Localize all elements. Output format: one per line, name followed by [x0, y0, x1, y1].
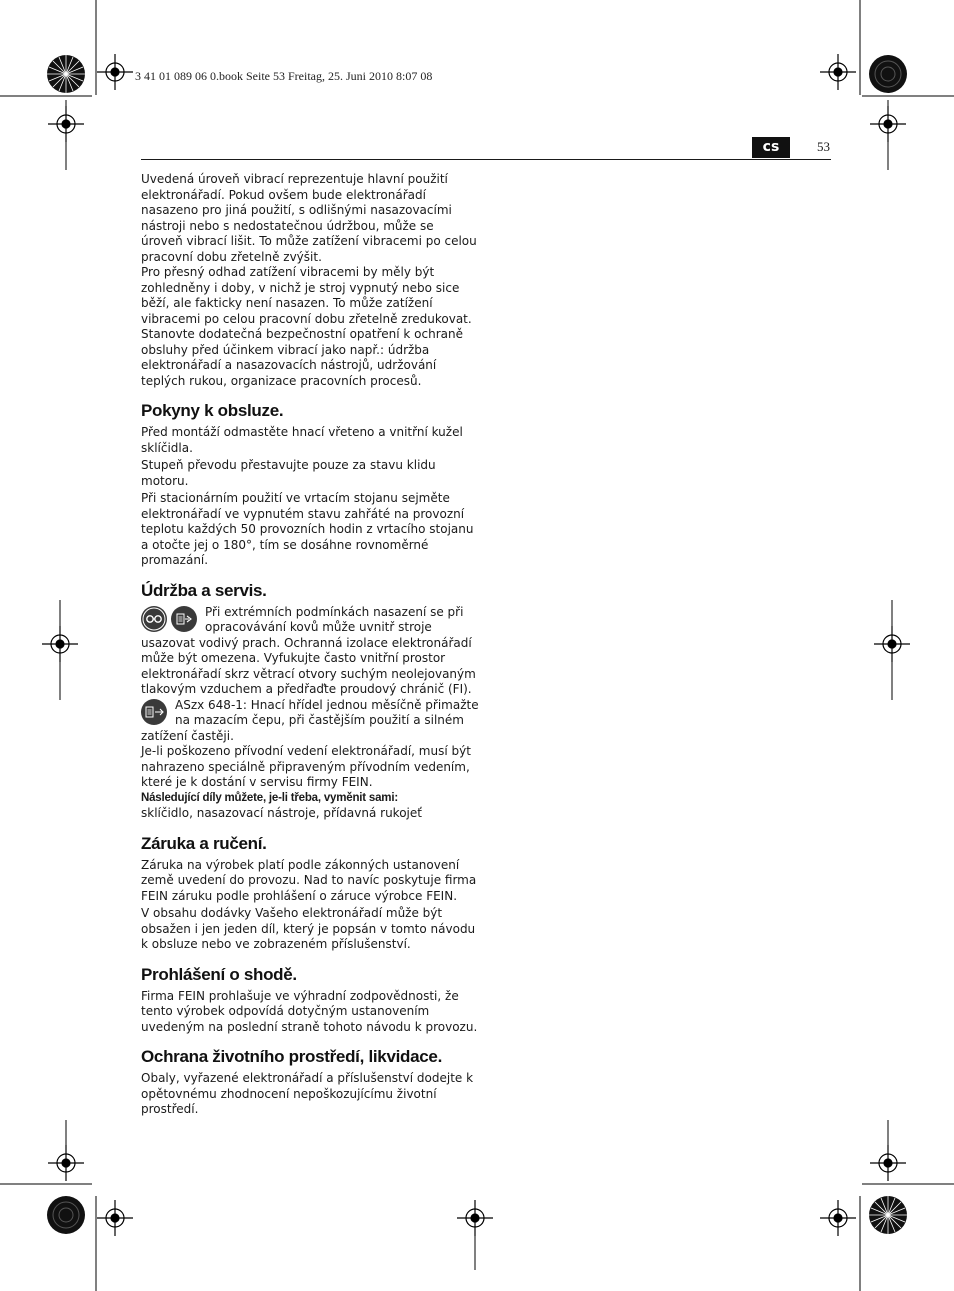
- warranty-paragraph-1: Záruka na výrobek platí podle zákonných ustanovení země uvedení do provozu. Nad to navíc poskytuje firma FEIN záruku podle prohlášení o záruce výrobce FEIN.: [141, 857, 477, 903]
- lubrication-manual-icon: [141, 699, 167, 725]
- operation-paragraph-1: Před montáží odmastěte hnací vřeteno a vnitřní kužel sklíčidla.: [141, 425, 463, 455]
- header-rule: [141, 159, 831, 160]
- section-heading-conformity: Prohlášení o shodě.: [141, 964, 297, 984]
- maintenance-icons: [141, 605, 197, 633]
- page-number: 53: [817, 139, 830, 154]
- section-heading-operation: Pokyny k obsluze.: [141, 401, 284, 420]
- maintenance-block-1: [141, 605, 479, 698]
- replaceable-parts-list: sklíčidlo, nasazovací nástroje, přídavná rukojeť: [141, 806, 422, 820]
- manual-reference-icon: [171, 606, 197, 632]
- safety-goggles-icon: [141, 606, 167, 632]
- maintenance-paragraph-1: Při extrémních podmínkách nasazení se při opracovávání kovů může uvnitř stroje usazovat vodivý prach. Ochranná izolace elektronářadí může být omezena. Vyfukujte často vnitřní prostor elektronářadí skrz větrací otvory suchým neolejovaným tlakovým vzduchem a předřaďte proudový chránič (FI).: [141, 604, 476, 696]
- section-heading-maintenance: Údržba a servis.: [141, 580, 267, 600]
- maintenance-paragraph-3: Je-li poškozeno přívodní vedení elektronářadí, musí být nahrazeno speciálně připraveným přívodním vedením, které je k dostání v servisu firmy FEIN.: [141, 744, 471, 789]
- print-job-info: 3 41 01 089 06 0.book Seite 53 Freitag, 25. Juni 2010 8:07 08: [135, 69, 433, 83]
- replaceable-parts-heading: Následující díly můžete, je-li třeba, vyměnit sami:: [141, 791, 398, 804]
- text-column: [141, 172, 479, 1118]
- warranty-paragraph-2: V obsahu dodávky Vašeho elektronářadí může být obsažen i jen jeden díl, který je popsán v tomto návodu k obsluze nebo ve zobrazeném příslušenství.: [141, 906, 476, 951]
- operation-paragraph-2: Stupeň převodu přestavujte pouze za stavu klidu motoru.: [141, 458, 436, 488]
- intro-paragraph-2: Pro přesný odhad zatížení vibracemi by měly být zohledněny i doby, v nichž je stroj vypnutý nebo sice běží, ale fakticky není nasazen. To může zatížení vibracemi po celou pracovní dobu zřetelně zredukovat.: [141, 265, 472, 326]
- language-badge: cs: [752, 137, 790, 158]
- operation-paragraph-3: Při stacionárním použití ve vrtacím stojanu sejměte elektronářadí ve vypnutém stavu zahřáté na provozní teplotu každých 50 provozních hodin z vrtacího stojanu a otočte jej o 180°, tím se dosáhne rovnoměrné promazání.: [141, 491, 474, 567]
- intro-paragraph-3: Stanovte dodatečná bezpečnostní opatření k ochraně obsluhy před účinkem vibrací jako např.: údržba elektronářadí a nasazovacích nástrojů, udržování teplých rukou, organizace pracovních procesů.: [141, 327, 463, 388]
- lubrication-icon-wrapper: [141, 698, 167, 726]
- maintenance-block-2: [141, 698, 479, 745]
- intro-paragraph-1: Uvedená úroveň vibrací reprezentuje hlavní použití elektronářadí. Pokud ovšem bude elektronářadí nasazeno pro jiná použití, s odlišnými nasazovacími nástroji nebo s nedostatečnou údržbou, může se úroveň vibrací lišit. To může zatížení vibracemi po celou pracovní dobu zřetelně zvýšit.: [141, 172, 477, 264]
- environment-paragraph: Obaly, vyřazené elektronářadí a příslušenství dodejte k opětovnému zhodnocení nepoškozujícímu životní prostředí.: [141, 1071, 474, 1116]
- conformity-paragraph: Firma FEIN prohlašuje ve výhradní zodpovědnosti, že tento výrobek odpovídá dotyčným ustanovením uvedeným na poslední straně tohoto návodu k provozu.: [141, 988, 478, 1034]
- section-heading-warranty: Záruka a ručení.: [141, 833, 267, 853]
- section-heading-environment: Ochrana životního prostředí, likvidace.: [141, 1047, 442, 1066]
- maintenance-paragraph-2: ASzx 648-1: Hnací hřídel jednou měsíčně přimažte na mazacím čepu, při častějším použití a silném zatížení častěji.: [141, 697, 479, 743]
